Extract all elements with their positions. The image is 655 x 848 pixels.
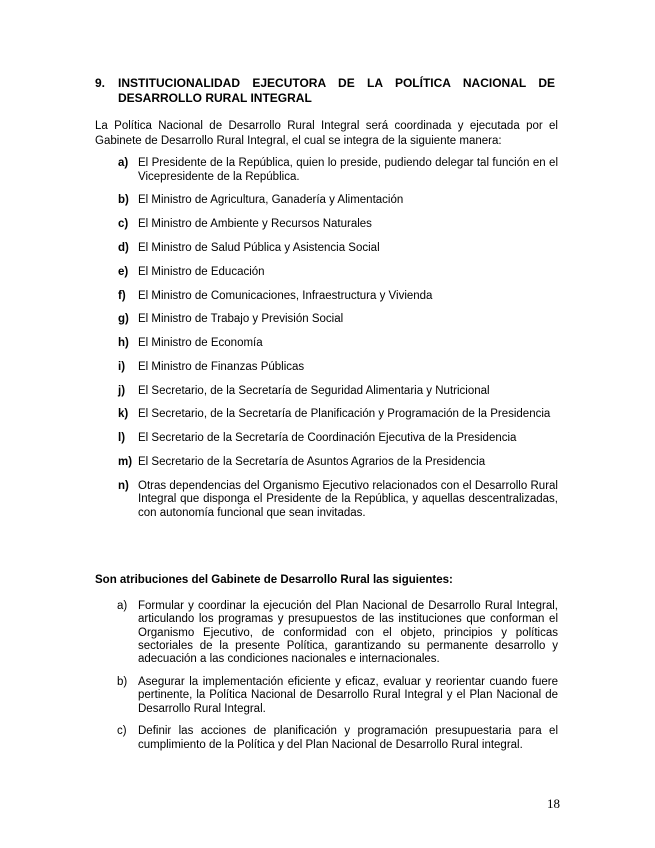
- intro-paragraph: La Política Nacional de Desarrollo Rural Integral será coordinada y ejecutada por el Gabinete de Desarrollo Rural Integral, el cual se integra de la siguiente manera:: [95, 120, 558, 147]
- list-item: [95, 725, 558, 752]
- list-marker: j): [118, 384, 126, 397]
- list-item: [95, 361, 558, 375]
- list-item-text: El Ministro de Economía: [138, 337, 263, 350]
- list-item-text: El Ministro de Trabajo y Previsión Social: [138, 313, 344, 326]
- attributions-list: [95, 600, 558, 761]
- list-item: [95, 218, 558, 232]
- list-marker: e): [118, 265, 129, 278]
- list-marker: c): [117, 725, 127, 738]
- list-marker: i): [118, 360, 126, 373]
- list-item-text: Otras dependencias del Organismo Ejecutivo relacionados con el Desarrollo Rural Integral que disponga el Presidente de la República, y aquellas descentralizadas, con autonomía funcional que sean invitadas.: [138, 479, 558, 519]
- list-marker: a): [118, 157, 129, 169]
- section-number: 9.: [95, 76, 106, 90]
- attributions-heading: Son atribuciones del Gabinete de Desarrollo Rural las siguientes:: [95, 574, 453, 586]
- section-title: INSTITUCIONALIDAD EJECUTORA DE LA POLÍTICA NACIONAL DE DESARROLLO RURAL INTEGRAL: [118, 76, 555, 105]
- list-item-text: El Ministro de Educación: [138, 265, 265, 278]
- list-marker: b): [117, 675, 128, 688]
- list-item: [95, 456, 558, 470]
- list-marker: a): [117, 600, 128, 612]
- list-item: [95, 337, 558, 351]
- members-list: [95, 157, 558, 531]
- list-item-text: El Ministro de Ambiente y Recursos Naturales: [138, 218, 372, 231]
- list-item: [95, 480, 558, 521]
- list-item: [95, 385, 558, 399]
- list-item: [95, 432, 558, 446]
- list-item-text: El Ministro de Salud Pública y Asistencia Social: [138, 241, 380, 254]
- list-marker: f): [118, 289, 126, 302]
- list-marker: n): [118, 479, 129, 492]
- list-marker: k): [118, 408, 129, 421]
- list-marker: d): [118, 241, 129, 254]
- list-marker: l): [118, 432, 126, 445]
- list-item: [95, 313, 558, 327]
- list-item-text: El Ministro de Comunicaciones, Infraestructura y Vivienda: [138, 289, 433, 302]
- list-marker: b): [118, 194, 129, 207]
- list-marker: c): [118, 218, 129, 231]
- list-item: [95, 157, 558, 184]
- list-marker: h): [118, 337, 129, 350]
- list-item: [95, 408, 558, 422]
- list-item: [95, 194, 558, 208]
- list-item-text: Asegurar la implementación eficiente y eficaz, evaluar y reorientar cuando fuere pertinente, la Política Nacional de Desarrollo Rural Integral y el Plan Nacional de Desarrollo Rural Integral.: [138, 675, 558, 715]
- list-item: [95, 266, 558, 280]
- list-item-text: El Secretario, de la Secretaría de Planificación y Programación de la Presidencia: [138, 408, 551, 421]
- section-heading: [95, 76, 555, 106]
- list-item: [95, 242, 558, 256]
- list-item-text: El Secretario de la Secretaría de Coordinación Ejecutiva de la Presidencia: [138, 432, 517, 445]
- list-marker: m): [118, 455, 133, 468]
- list-item: [95, 600, 558, 666]
- page-number: 18: [547, 796, 560, 811]
- list-item-text: El Secretario, de la Secretaría de Seguridad Alimentaria y Nutricional: [138, 384, 490, 397]
- list-item-text: El Presidente de la República, quien lo preside, pudiendo delegar tal función en el Vicepresidente de la República.: [138, 157, 558, 183]
- list-marker: g): [118, 313, 129, 326]
- list-item: [95, 290, 558, 304]
- list-item-text: El Ministro de Finanzas Públicas: [138, 360, 305, 373]
- list-item-text: Definir las acciones de planificación y programación presupuestaria para el cumplimiento de la Política y del Plan Nacional de Desarrollo Rural integral.: [138, 725, 558, 751]
- list-item: [95, 676, 558, 716]
- list-item-text: El Secretario de la Secretaría de Asuntos Agrarios de la Presidencia: [138, 455, 486, 468]
- list-item-text: El Ministro de Agricultura, Ganadería y Alimentación: [138, 194, 404, 207]
- list-item-text: Formular y coordinar la ejecución del Plan Nacional de Desarrollo Rural Integral, articulando los programas y presupuestos de las instituciones que conforman el Organismo Ejecutivo, de conformidad con el objeto, principios y políticas sectoriales de la presente Política, garantizando su permanente desarrollo y adecuación a las condiciones nacionales e internacionales.: [138, 600, 558, 666]
